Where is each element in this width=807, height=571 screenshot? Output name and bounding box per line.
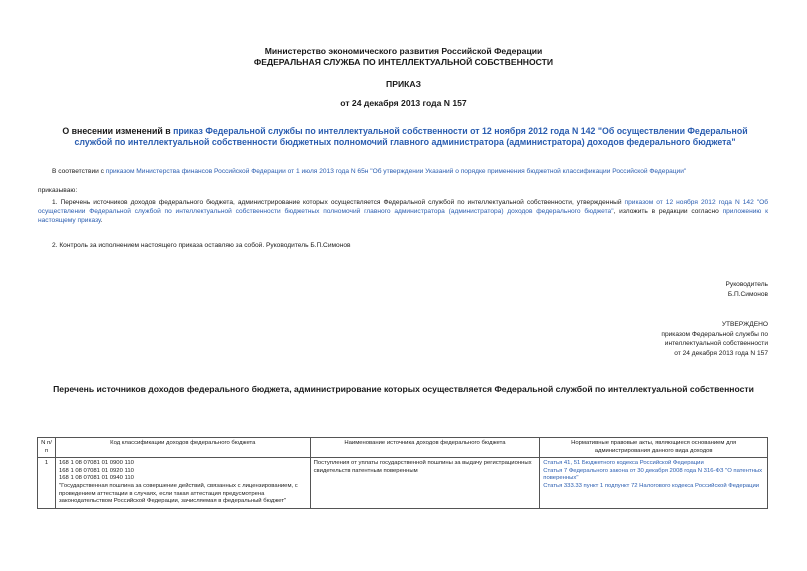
signature-block — [726, 280, 768, 299]
item1-text3: . — [100, 217, 103, 224]
item1-link-order[interactable]: приказом от 12 ноября 2012 года N 142 "Об осуществлении Федеральной службой по интеллектуальной собственности бюджетных полномочий главного администратора (администратора) доходов федерального бюджета" — [38, 199, 769, 215]
item1-link-appendix[interactable]: приложению к настоящему приказу — [38, 208, 768, 224]
preamble — [52, 167, 772, 176]
service-name: ФЕДЕРАЛЬНАЯ СЛУЖБА ПО ИНТЕЛЛЕКТУАЛЬНОЙ СОБСТВЕННОСТИ — [253, 57, 554, 67]
item1-text1: 1. Перечень источников доходов федерального бюджета, администрирование которых осуществляется Федеральной службой по интеллектуальной собственности, утвержденный — [52, 199, 625, 206]
cell-acts — [540, 458, 768, 509]
table-header-row — [38, 438, 768, 458]
title-link[interactable]: приказ Федеральной службы по интеллектуальной собственности от 12 ноября 2012 года N 142 "Об осуществлении Федеральной службой по интеллектуальной собственности бюджетных полномочий главного администратора (администратора) доходов федерального бюджета" — [74, 126, 748, 147]
doc-date-number: от 24 декабря 2013 года N 157 — [340, 98, 467, 108]
approved-line-3: интеллектуальной собственности — [664, 340, 768, 347]
ministry-name: Министерство экономического развития Российской Федерации — [264, 46, 543, 56]
header-num: N п/п — [38, 438, 56, 458]
header-code: Код классификации доходов федерального бюджета — [55, 438, 310, 458]
approved-line-1: УТВЕРЖДЕНО — [721, 321, 768, 328]
preamble-link[interactable]: приказом Министерства финансов Российской Федерации от 1 июля 2013 года N 65н "Об утверждении Указаний о порядке применения бюджетной классификации Российской Федерации" — [105, 168, 687, 175]
item1-text2: , изложить в редакции согласно — [613, 208, 723, 215]
preamble-prefix: В соответствии с — [52, 168, 106, 175]
code-line-1: 168 1 08 07081 01 0900 110 — [58, 460, 134, 467]
header-acts: Нормативные правовые акты, являющиеся основанием для администрирования данного вида доходов — [540, 438, 768, 458]
table-row — [38, 458, 768, 509]
list-title: Перечень источников доходов федерального бюджета, администрирование которых осуществляется Федеральной службой по интеллектуальной собственности — [53, 384, 754, 394]
header-name: Наименование источника доходов федерального бюджета — [310, 438, 540, 458]
cell-source-name: Поступления от уплаты государственной пошлины за выдачу регистрационных свидетельств патентным поверенным — [310, 458, 540, 509]
cell-code — [55, 458, 310, 509]
approval-block — [661, 320, 768, 358]
signature-position: Руководитель — [725, 281, 768, 288]
signature-name: Б.П.Симонов — [727, 290, 768, 298]
approved-line-4: от 24 декабря 2013 года N 157 — [674, 349, 768, 357]
document-title — [60, 126, 750, 148]
title-prefix: О внесении изменений в — [62, 126, 174, 136]
order-item-1 — [38, 198, 768, 225]
order-item-2: 2. Контроль за исполнением настоящего приказа оставляю за собой. Руководитель Б.П.Симонов — [52, 242, 351, 249]
act-link-1[interactable]: Статья 41, 51 Бюджетного кодекса Российской Федерации — [543, 460, 704, 467]
act-link-2[interactable]: Статья 7 Федерального закона от 30 декабря 2008 года N 316-ФЗ "О патентных поверенных" — [543, 467, 763, 482]
approved-line-2: приказом Федеральной службы по — [661, 330, 768, 338]
cell-num: 1 — [38, 458, 56, 509]
revenue-sources-table — [37, 437, 768, 509]
code-line-3: 168 1 08 07081 01 0940 110 — [58, 475, 134, 482]
order-word: приказываю: — [38, 187, 78, 194]
code-description: "Государственная пошлина за совершение действий, связанных с лицензированием, с проведением аттестации в случаях, если такая аттестация предусмотрена законодательством Российской Федерации, зачисляемая в федеральный бюджет" — [58, 482, 298, 505]
act-link-3[interactable]: Статья 333.33 пункт 1 подпункт 72 Налогового кодекса Российской Федерации — [543, 482, 760, 489]
doc-type: ПРИКАЗ — [386, 79, 421, 89]
code-line-2: 168 1 08 07081 01 0920 110 — [58, 467, 134, 474]
